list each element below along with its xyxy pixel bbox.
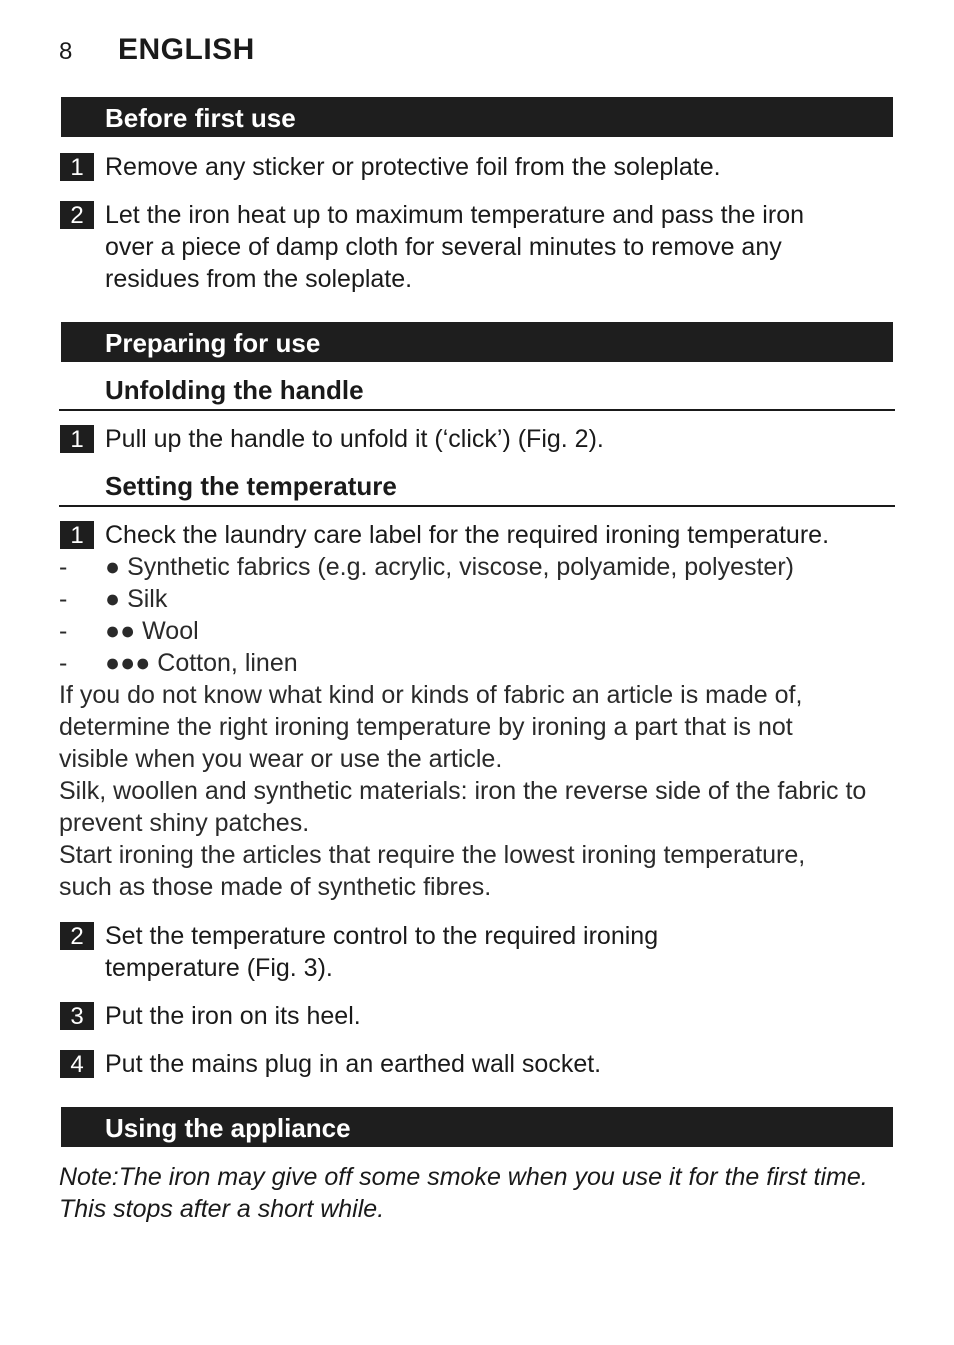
note-line: Note:The iron may give off some smoke when you use it for the first time. [59,1163,868,1191]
fabric-label: Silk [127,585,168,613]
step-text-line: residues from the soleplate. [105,265,413,293]
fabric-label: Synthetic fabrics (e.g. acrylic, viscose, polyamide, polyester) [127,553,794,581]
paragraph-line: determine the right ironing temperature by ironing a part that is not [59,713,793,741]
fabric-label: Wool [142,617,199,645]
step-text-line: Set the temperature control to the required ironing [105,922,659,950]
page-number: 8 [59,38,73,65]
paragraph-line: visible when you wear or use the article. [59,745,503,773]
paragraph-line: Silk, woollen and synthetic materials: iron the reverse side of the fabric to [59,777,867,805]
section-bar-preparing-for-use: Preparing for use [61,322,893,362]
step-text-line: temperature (Fig. 3). [105,954,333,982]
paragraph-line: Start ironing the articles that require the lowest ironing temperature, [59,841,806,869]
temperature-dots: ● [105,585,121,613]
list-dash: - [59,585,68,613]
step-text: Pull up the handle to unfold it (‘click’) (Fig. 2). [105,425,604,453]
temperature-dots: ●● [105,617,136,645]
step-number-badge: 2 [60,922,94,950]
temperature-dots: ●●● [105,649,151,677]
fabric-label: Cotton, linen [157,649,298,677]
step-number-badge: 1 [60,521,94,549]
step-text: Remove any sticker or protective foil from the soleplate. [105,153,721,181]
paragraph-line: prevent shiny patches. [59,809,310,837]
list-item-cotton-linen [105,647,895,679]
step-text-line: over a piece of damp cloth for several minutes to remove any [105,233,782,261]
list-item-synthetic [105,551,895,583]
step-number-badge: 1 [60,425,94,453]
list-dash: - [59,553,68,581]
list-item-silk [105,583,895,615]
subheading-setting-temperature: Setting the temperature [59,471,895,507]
note-line: This stops after a short while. [59,1195,385,1223]
step-number-badge: 4 [60,1050,94,1078]
section-bar-using-the-appliance: Using the appliance [61,1107,893,1147]
step-text-line: Let the iron heat up to maximum temperature and pass the iron [105,201,804,229]
step-number-badge: 2 [60,201,94,229]
step-text: Put the iron on its heel. [105,1002,361,1030]
subheading-unfolding-handle: Unfolding the handle [59,375,895,411]
paragraph-line: such as those made of synthetic fibres. [59,873,492,901]
temperature-dots: ● [105,553,121,581]
list-dash: - [59,649,68,677]
step-number-badge: 1 [60,153,94,181]
language-heading: ENGLISH [118,33,255,66]
paragraph-line: If you do not know what kind or kinds of fabric an article is made of, [59,681,803,709]
step-number-badge: 3 [60,1002,94,1030]
list-dash: - [59,617,68,645]
step-text: Check the laundry care label for the required ironing temperature. [105,521,830,549]
section-bar-before-first-use: Before first use [61,97,893,137]
list-item-wool [105,615,895,647]
step-text: Put the mains plug in an earthed wall socket. [105,1050,602,1078]
